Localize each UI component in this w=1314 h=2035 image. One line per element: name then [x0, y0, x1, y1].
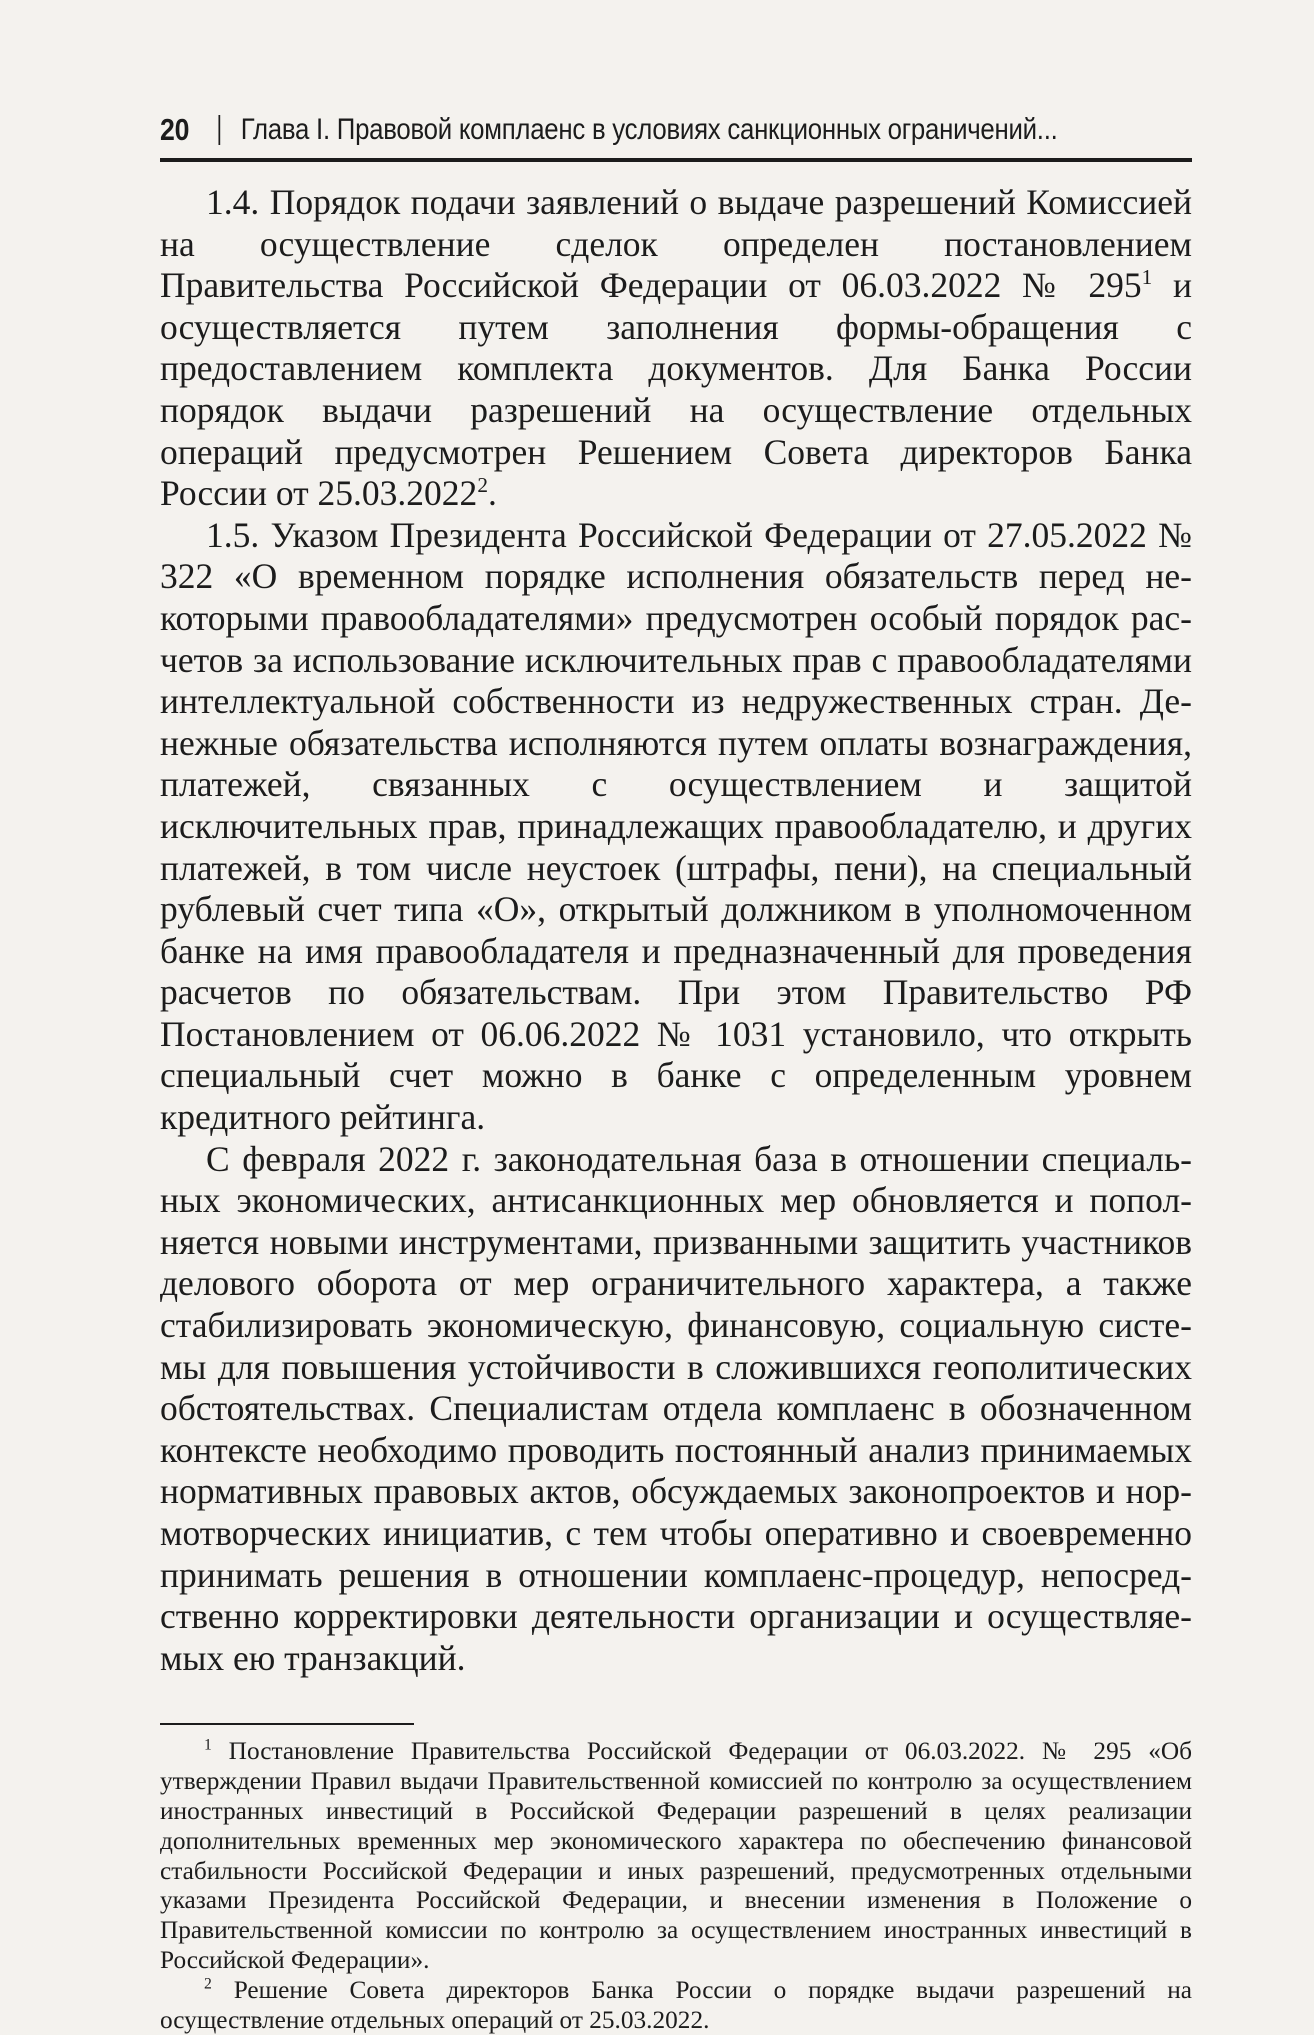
footnote-2	[160, 1976, 1192, 2035]
book-page	[160, 112, 1192, 2035]
header-separator	[218, 115, 220, 145]
footnote-2-marker: 2	[204, 1975, 212, 1993]
footnotes	[160, 1737, 1192, 2035]
chapter-title: Глава I. Правовой комплаенс в условиях санкционных ограничений...	[240, 113, 1058, 146]
page-number: 20	[160, 112, 190, 147]
footnote-2-text: Решение Совета директоров Банка России о порядке выдачи разрешений на осуществление отдельных операций от 25.03.2022.	[160, 1975, 1192, 2034]
footnote-1	[160, 1737, 1192, 1975]
footnote-ref-1: 1	[1141, 265, 1153, 290]
footnote-1-text: Постановление Правительства Российской Федерации от 06.03.2022. № 295 «Об утверждении Правил выдачи Правительственной комиссией по контролю за осуществлением иностранных инвестиций в Российской Федерации разрешений в целях реализации дополнительных временных мер экономического характера по обеспечению финансовой стабильности Российской Федерации и иных разрешений, предусмотренных отдельными указами Президента Российской Федерации, и внесении изменения в Положение о Правительственной комиссии по контролю за осуществлением иностранных инвестиций в Российской Федерации».	[160, 1737, 1192, 1974]
main-text	[160, 182, 1192, 1679]
running-head	[160, 112, 1192, 160]
paragraph-1-5: 1.5. Указом Президента Российской Федерации от 27.05.2022 № 322 «О временном порядке исполнения обязательств перед некоторыми правообладателями» предусмотрен особый порядок расчетов за использование исключительных прав с правообладателями интеллектуальной собственности из недружественных стран. Денежные обязательства исполняются путем оплаты вознаграждения, платежей, связанных с осуществлением и защитой исключительных прав, принадлежащих правообладателю, и других платежей, в том числе неустоек (штрафы, пени), на специальный рублевый счет типа «О», открытый должником в уполномоченном банке на имя правообладателя и предназначенный для проведения расчетов по обязательствам. При этом Правительство РФ Постановлением от 06.06.2022 № 1031 установило, что открыть специальный счет можно в банке с определенным уровнем кредитного рейтинга.	[160, 514, 1192, 1138]
footnote-ref-2: 2	[477, 473, 488, 498]
paragraph-1-4-part-b: и осуществляется путем заполнения формы-обращения с предоставлением комплекта документов. Для Банка России порядок выдачи разрешений на осуществление отдельных операций предусмотрен Решением Совета директоров Банка России от 25.03.2022	[160, 265, 1192, 514]
footnote-divider	[160, 1723, 414, 1725]
paragraph-1-4	[160, 182, 1192, 515]
paragraph-1-4-part-c: .	[487, 473, 497, 514]
header-rule	[160, 160, 1192, 162]
paragraph-february-2022: С февраля 2022 г. законодательная база в отношении специальных экономических, антисанкционных мер обновляется и пополняется новыми инструментами, призванными защитить участников делового оборота от мер ограничительного характера, а также стабилизировать экономическую, финансовую, социальную системы для повышения устойчивости в сложившихся геополитических обстоятельствах. Специалистам отдела комплаенс в обозначенном контексте необходимо проводить постоянный анализ принимаемых нормативных правовых актов, обсуждаемых законопроектов и нормотворческих инициатив, с тем чтобы оперативно и своевременно принимать решения в отношении комплаенс-процедур, непосредственно корректировки деятельности организации и осуществляемых ею транзакций.	[160, 1138, 1192, 1678]
footnote-1-marker: 1	[204, 1736, 212, 1754]
paragraph-1-4-part-a: 1.4. Порядок подачи заявлений о выдаче разрешений Комиссией на осуществление сделок определен постановлением Правительства Российской Федерации от 06.03.2022 № 295	[160, 182, 1192, 306]
